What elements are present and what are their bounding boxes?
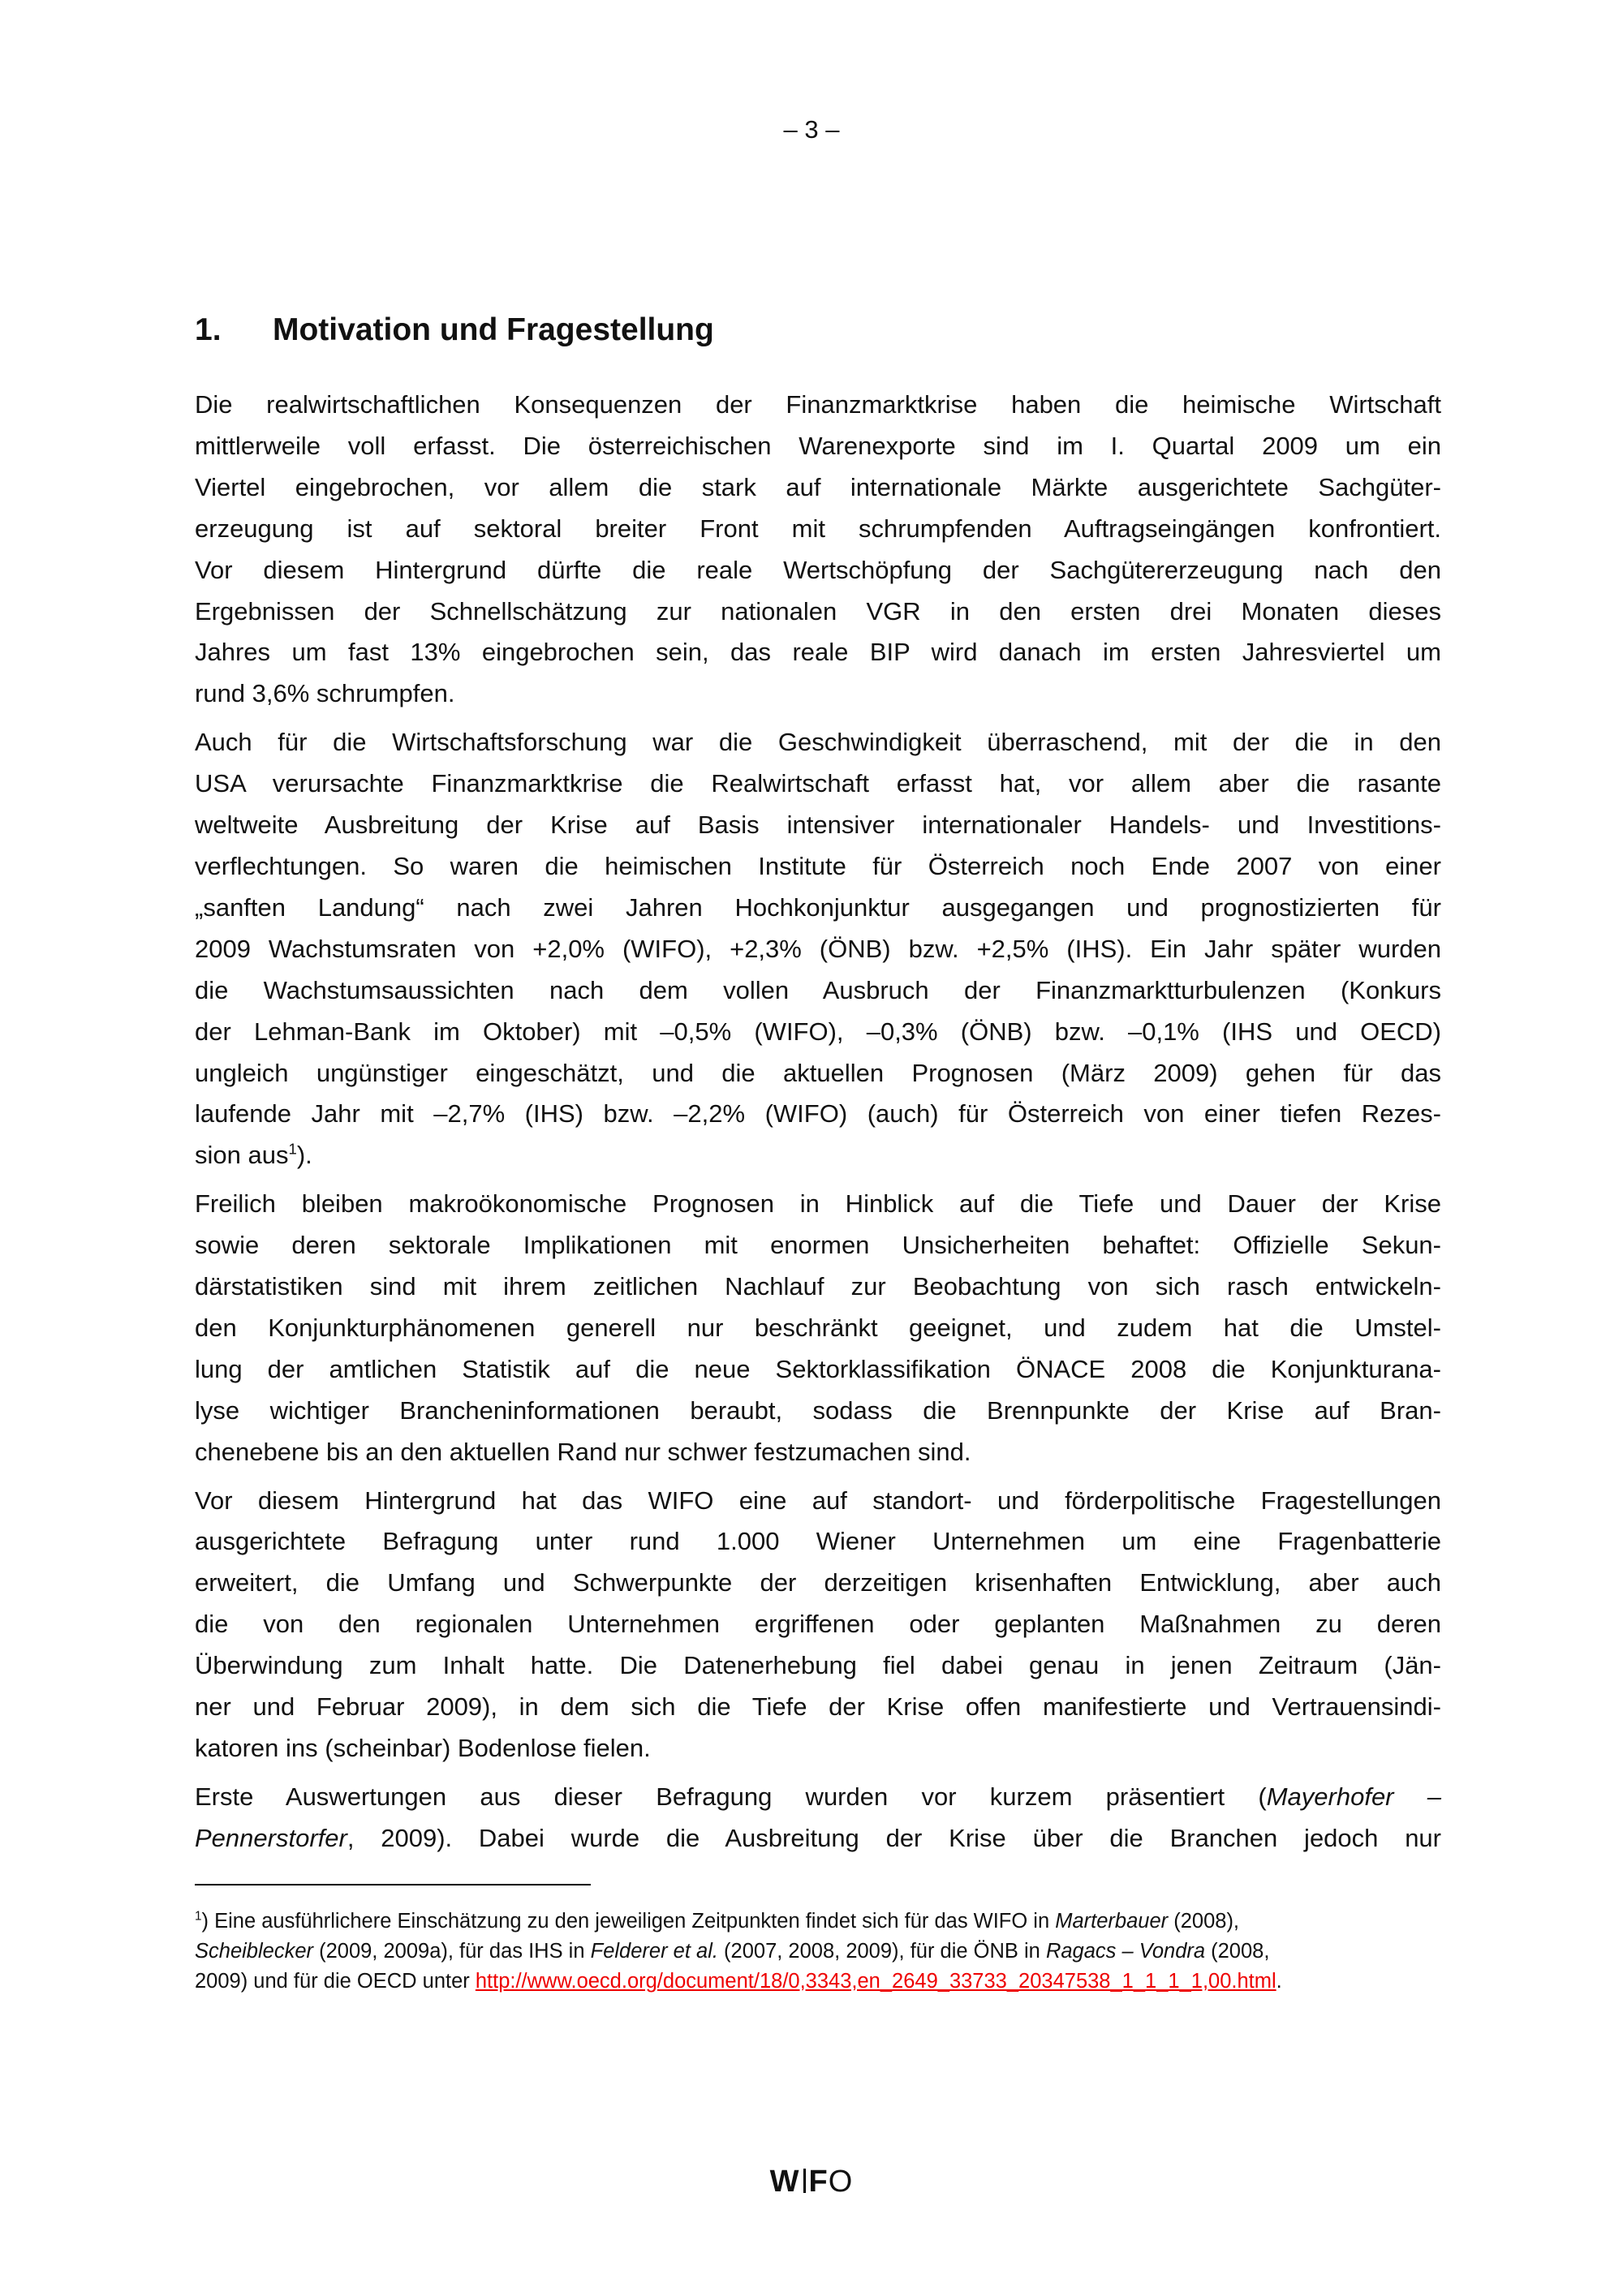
text-line	[195, 722, 1441, 763]
text-run: .	[1276, 1970, 1282, 1993]
text-run: ungleich ungünstiger eingeschätzt, und die aktuellen Prognosen (März 2009) gehen für das	[195, 1058, 1441, 1087]
citation-author: Marterbauer	[1055, 1910, 1169, 1933]
text-line	[195, 929, 1441, 970]
text-run: Viertel eingebrochen, vor allem die stark auf internationale Märkte ausgerichtete Sachgüter-	[195, 472, 1441, 501]
footnote-marker: 1	[288, 1140, 297, 1158]
text-line	[195, 1645, 1441, 1687]
text-run: Überwindung zum Inhalt hatte. Die Datenerhebung fiel dabei genau in jenen Zeitraum (Jän-	[195, 1651, 1441, 1680]
paragraph	[195, 1777, 1441, 1860]
text-line	[195, 1266, 1441, 1308]
text-line	[195, 846, 1441, 888]
text-line	[195, 1135, 1441, 1176]
logo-letter: F	[808, 2165, 829, 2199]
text-line	[195, 1937, 1396, 1967]
text-line	[195, 1308, 1441, 1349]
text-run: mittlerweile voll erfasst. Die österreichischen Warenexporte sind im I. Quartal 2009 um ein	[195, 431, 1441, 460]
oecd-link[interactable]: http://www.oecd.org/document/18/0,3343,en_2649_33733_20347538_1_1_1_1,00.html	[475, 1970, 1276, 1993]
text-line	[195, 888, 1441, 929]
text-line	[195, 673, 1441, 715]
text-run: 2009 Wachstumsraten von +2,0% (WIFO), +2,3% (ÖNB) bzw. +2,5% (IHS). Ein Jahr später wurden	[195, 934, 1441, 963]
footnote-marker: 1	[195, 1909, 202, 1924]
text-line	[195, 1225, 1441, 1266]
text-run: ausgerichtete Befragung unter rund 1.000 Wiener Unternehmen um eine Fragenbatterie	[195, 1527, 1441, 1556]
text-line	[195, 1349, 1441, 1391]
text-line	[195, 1184, 1441, 1225]
text-line	[195, 1563, 1441, 1604]
citation-author: Felderer et al.	[590, 1940, 718, 1963]
section-heading	[195, 312, 714, 348]
text-run: den Konjunkturphänomenen generell nur beschränkt geeignet, und zudem hat die Umstel-	[195, 1313, 1441, 1342]
text-run: (2007, 2008, 2009), für die ÖNB in	[717, 1940, 1046, 1963]
section-number: 1.	[195, 312, 222, 347]
text-line	[195, 1687, 1441, 1728]
text-run: Freilich bleiben makroökonomische Prognosen in Hinblick auf die Tiefe und Dauer der Krise	[195, 1189, 1441, 1219]
citation-author: Scheiblecker	[195, 1940, 313, 1963]
text-run: Die realwirtschaftlichen Konsequenzen der Finanzmarktkrise haben die heimische Wirtschaft	[195, 390, 1441, 419]
text-line	[195, 970, 1441, 1012]
section-title: Motivation und Fragestellung	[273, 312, 714, 347]
text-run: (2008,	[1205, 1940, 1270, 1963]
paragraph	[195, 722, 1441, 1176]
page-number: – 3 –	[783, 115, 840, 144]
text-run: die von den regionalen Unternehmen ergriffenen oder geplanten Maßnahmen zu deren	[195, 1610, 1441, 1639]
footnote	[195, 1907, 1396, 1997]
text-line	[195, 1604, 1441, 1645]
text-run: sowie deren sektorale Implikationen mit enormen Unsicherheiten behaftet: Offizielle Sekun-	[195, 1231, 1441, 1260]
text-run: ner und Februar 2009), in dem sich die Tiefe der Krise offen manifestierte und Vertrauensindi-	[195, 1692, 1441, 1722]
text-run: weltweite Ausbreitung der Krise auf Basis intensiver internationaler Handels- und Investitions-	[195, 810, 1441, 840]
text-run: „sanften Landung“ nach zwei Jahren Hochkonjunktur ausgegangen und prognostizierten für	[195, 892, 1441, 922]
text-run: der Lehman-Bank im Oktober) mit –0,5% (WIFO), –0,3% (ÖNB) bzw. –0,1% (IHS und OECD)	[195, 1017, 1441, 1046]
text-line	[195, 1094, 1441, 1135]
text-run: Auch für die Wirtschaftsforschung war die Geschwindigkeit überraschend, mit der die in den	[195, 728, 1441, 757]
wifo-logo	[0, 2165, 1623, 2199]
text-line	[195, 1818, 1441, 1860]
text-line	[195, 1053, 1441, 1094]
text-run: katoren ins (scheinbar) Bodenlose fielen.	[195, 1734, 651, 1762]
logo-letter: W	[769, 2165, 800, 2199]
text-line	[195, 1432, 1441, 1473]
text-run: sion aus	[195, 1141, 289, 1170]
text-run: USA verursachte Finanzmarktkrise die Realwirtschaft erfasst hat, vor allem aber die rasante	[195, 769, 1441, 798]
text-line	[195, 509, 1441, 550]
paragraph	[195, 385, 1441, 715]
text-run: chenebene bis an den aktuellen Rand nur schwer festzumachen sind.	[195, 1437, 971, 1466]
text-line	[195, 1777, 1441, 1818]
text-run: Vor diesem Hintergrund hat das WIFO eine auf standort- und förderpolitische Fragestellungen	[195, 1486, 1441, 1515]
footnote-divider	[195, 1884, 591, 1885]
text-run: Jahres um fast 13% eingebrochen sein, das reale BIP wird danach im ersten Jahresviertel um	[195, 638, 1441, 667]
text-run: Erste Auswertungen aus dieser Befragung wurden vor kurzem präsentiert (	[195, 1782, 1267, 1811]
body-text	[195, 385, 1441, 1867]
text-run: därstatistiken sind mit ihrem zeitlichen Nachlauf zur Beobachtung von sich rasch entwickeln-	[195, 1272, 1441, 1301]
text-run: lyse wichtiger Brancheninformationen beraubt, sodass die Brennpunkte der Krise auf Bran-	[195, 1395, 1441, 1425]
text-run: 2009) und für die OECD unter	[195, 1970, 476, 1993]
logo-bar	[803, 2169, 806, 2193]
text-line	[195, 1907, 1396, 1937]
text-line	[195, 591, 1441, 633]
text-run: (2009, 2009a), für das IHS in	[313, 1940, 591, 1963]
logo-letter: O	[828, 2165, 854, 2199]
text-run: ).	[296, 1141, 312, 1170]
text-line	[195, 1728, 1441, 1769]
text-line	[195, 1481, 1441, 1522]
text-line	[195, 632, 1441, 673]
text-run: Ergebnissen der Schnellschätzung zur nationalen VGR in den ersten drei Monaten dieses	[195, 596, 1441, 626]
text-line	[195, 385, 1441, 426]
citation-author: Mayerhofer –	[1266, 1782, 1441, 1811]
text-run: laufende Jahr mit –2,7% (IHS) bzw. –2,2% (WIFO) (auch) für Österreich von einer tiefen Rezes-	[195, 1099, 1441, 1129]
text-run: (2008),	[1168, 1910, 1240, 1933]
text-line	[195, 805, 1441, 846]
text-run: erzeugung ist auf sektoral breiter Front mit schrumpfenden Auftragseingängen konfrontiert.	[195, 514, 1441, 543]
text-run: Vor diesem Hintergrund dürfte die reale Wertschöpfung der Sachgütererzeugung nach den	[195, 555, 1441, 584]
paragraph	[195, 1184, 1441, 1473]
text-run: ) Eine ausführlichere Einschätzung zu den jeweiligen Zeitpunkten findet sich für das WIFO in	[201, 1910, 1056, 1933]
text-line	[195, 1967, 1396, 1997]
citation-author: Ragacs – Vondra	[1045, 1940, 1206, 1963]
text-line	[195, 1012, 1441, 1053]
paragraph	[195, 1481, 1441, 1769]
citation-author: Pennerstorfer	[195, 1823, 347, 1852]
text-line	[195, 467, 1441, 509]
text-run: die Wachstumsaussichten nach dem vollen Ausbruch der Finanzmarktturbulenzen (Konkurs	[195, 975, 1441, 1004]
text-run: , 2009). Dabei wurde die Ausbreitung der Krise über die Branchen jedoch nur	[347, 1823, 1441, 1852]
text-line	[195, 1521, 1441, 1563]
text-line	[195, 426, 1441, 467]
text-line	[195, 763, 1441, 805]
text-run: verflechtungen. So waren die heimischen Institute für Österreich noch Ende 2007 von einer	[195, 851, 1441, 880]
text-run: erweitert, die Umfang und Schwerpunkte der derzeitigen krisenhaften Entwicklung, aber auch	[195, 1568, 1441, 1597]
text-run: rund 3,6% schrumpfen.	[195, 679, 455, 708]
text-line	[195, 1391, 1441, 1432]
text-run: lung der amtlichen Statistik auf die neue Sektorklassifikation ÖNACE 2008 die Konjunkturana-	[195, 1354, 1441, 1383]
text-line	[195, 550, 1441, 591]
